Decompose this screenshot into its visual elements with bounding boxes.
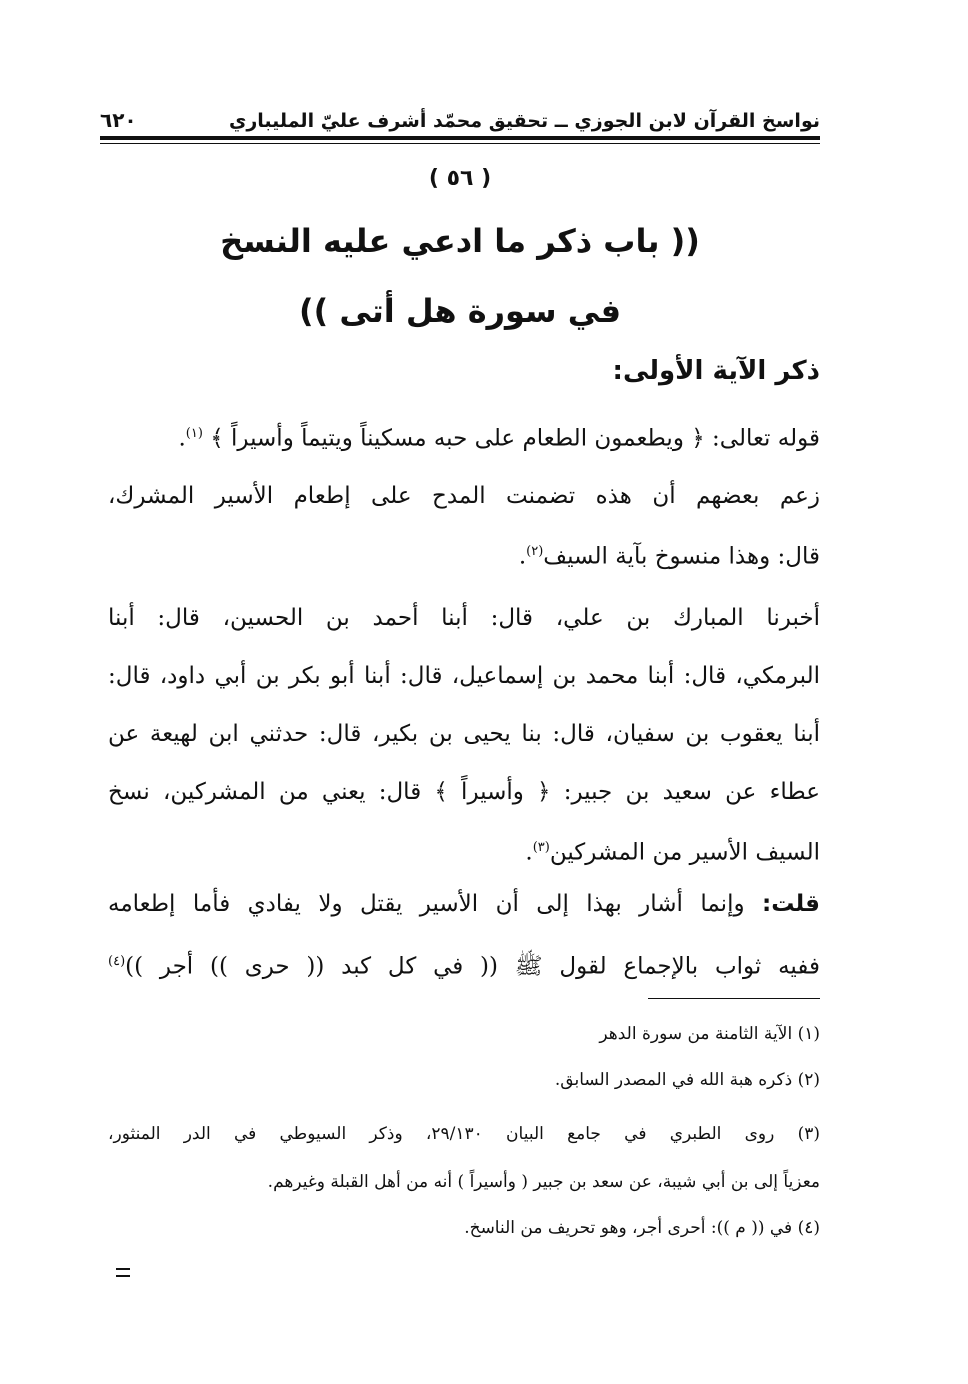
footnote: معزياً إلى بن أبي شيبة، عن سعد بن جبير ( وأسيراً ) أنه من أهل القبلة وغيرهم. (267, 1172, 820, 1192)
body-line (108, 828, 820, 868)
verse-text: قوله تعالى: ﴿ ويطعمون الطعام على حبه مسكيناً ويتيماً وأسيراً ﴾ (210, 425, 820, 452)
footnote-ref: (٣) (532, 840, 550, 855)
footnote: (٢) ذكره هبة الله في المصدر السابق. (554, 1070, 820, 1090)
section-heading: ذكر الآية الأولى: (612, 356, 820, 386)
footnote: (٤) في (( م )): أحرى أجر، وهو تحريف من الناسخ. (464, 1218, 820, 1238)
body-line (108, 414, 820, 454)
punctuation: . (178, 425, 186, 452)
punctuation: . (518, 543, 527, 570)
footnote-ref: (٢) (526, 544, 544, 559)
footnote: (٣) روى الطبري في جامع البيان ٢٩/١٣٠، وذكر السيوطي في الدر المنثور، (108, 1124, 820, 1144)
chapter-number: ( ٥٦ ) (428, 166, 492, 191)
footnote-separator (648, 998, 820, 999)
page-end-mark (116, 1268, 130, 1277)
line-text: وإنما أشار بهذا إلى أن الأسير يقتل ولا يفادي فأما إطعامه (108, 891, 745, 917)
chapter-title-line-1: (( باب ذكر ما ادعي عليه النسخ (220, 222, 700, 260)
chapter-title-line-2: في سورة هل أتى )) (298, 292, 622, 330)
header-rule-thick (100, 136, 820, 140)
punctuation: . (525, 839, 533, 866)
body-line (108, 942, 820, 982)
body-line: أبنا يعقوب بن سفيان، قال: بنا يحيى بن بكير، قال: حدثني ابن لهيعة عن (108, 721, 820, 747)
running-header (100, 92, 820, 132)
body-line: أخبرنا المبارك بن علي، قال: أبنا أحمد بن الحسين، قال: أبنا (108, 605, 820, 631)
line-text: السيف الأسير من المشركين (549, 839, 820, 866)
footnote-ref: (١) (185, 426, 203, 441)
page-number: ٦٢٠ (100, 108, 137, 132)
body-line (108, 884, 820, 924)
running-title: نواسخ القرآن لابن الجوزي ــ تحقيق محمّد أشرف عليّ المليباري (228, 110, 820, 132)
line-text: قال: وهذا منسوخ بآية السيف (543, 543, 820, 570)
body-line: عطاء عن سعيد بن جبير: ﴿ وأسيراً ﴾ قال: يعني من المشركين، نسخ (108, 779, 820, 805)
footnote: (١) الآية الثامنة من سورة الدهر (599, 1024, 820, 1044)
body-line: زعم بعضهم أن هذه تضمنت المدح على إطعام الأسير المشرك، (108, 483, 820, 509)
footnote-ref: (٤) (108, 954, 126, 969)
body-line (108, 532, 820, 572)
line-text: ففيه ثواب بالإجماع لقول ﷺ (( في كل كبد (( حرى )) أجر )) (125, 953, 820, 980)
body-line: البرمكي، قال: أبنا محمد بن إسماعيل، قال: أبنا أبو بكر بن أبي داود، قال: (108, 663, 820, 689)
header-rule-thin (100, 143, 820, 144)
note-label: قلت: (762, 891, 820, 917)
